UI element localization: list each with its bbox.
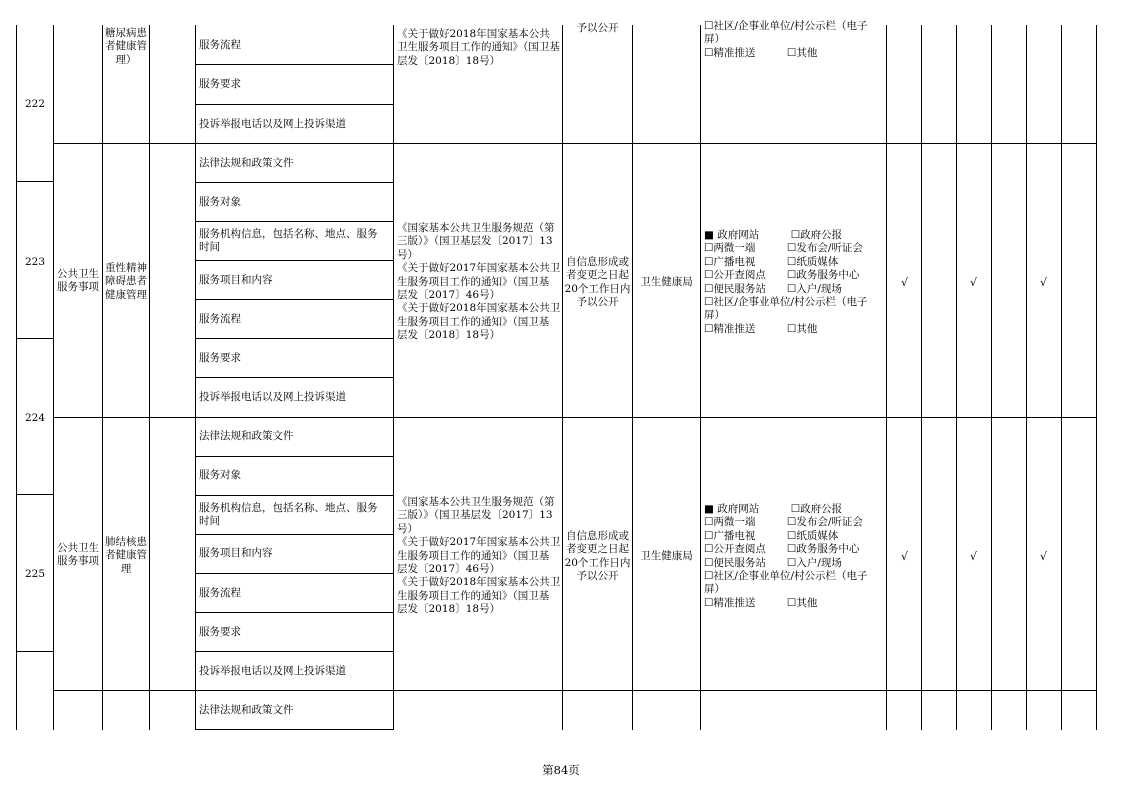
channels-cell: ■ 政府网站 ☐政府公报 ☐两微一端 ☐发布会/听证会 ☐广播电视 ☐纸质媒体 ☐公开查阅点 ☐政务服务中心 ☐便民服务站 ☐入户/现场 ☐社区/企事业单位/村公示栏（电子 屏） ☐精准推送 ☐其他 <box>704 229 868 335</box>
grid-line <box>195 338 393 339</box>
time-limit-cell: 予以公开 <box>576 22 619 34</box>
grid-line <box>886 25 887 730</box>
grid-line <box>195 534 393 535</box>
grid-line <box>1061 25 1062 730</box>
grid-line <box>53 417 1096 418</box>
grid-line <box>195 495 393 496</box>
content-cell: 服务机构信息，包括名称、地点、服务 时间 <box>199 502 378 528</box>
content-cell: 服务项目和内容 <box>199 274 273 286</box>
grid-line <box>53 690 1096 691</box>
content-cell: 投诉举报电话以及网上投诉渠道 <box>199 118 346 130</box>
category-cell: 公共卫生 服务事项 <box>57 542 99 568</box>
content-cell: 服务对象 <box>199 469 241 481</box>
grid-line <box>195 612 393 613</box>
basis-cell: 《国家基本公共卫生服务规范（第 三版）》（国卫基层发〔2017〕13 号） 《关于做好2017年国家基本公共卫 生服务项目工作的通知》（国卫基 层发〔2017〕46号） 《关于做好2018年国家基本公共卫 生服务项目工作的通知》（国卫基 层发〔2018〕18号） <box>397 222 561 342</box>
grid-line <box>562 25 563 730</box>
responsible-subject: 卫生健康局 <box>640 276 693 288</box>
grid-line <box>195 729 393 730</box>
grid-line <box>149 25 150 730</box>
grid-line <box>195 104 393 105</box>
grid-line <box>195 64 393 65</box>
check-mark: √ <box>1040 550 1048 563</box>
content-cell: 法律法规和政策文件 <box>199 157 294 169</box>
grid-line <box>102 25 103 730</box>
grid-line <box>393 25 394 730</box>
sequence-number: 222 <box>24 98 46 110</box>
content-cell: 服务机构信息，包括名称、地点、服务 时间 <box>199 228 378 254</box>
grid-line <box>700 25 701 730</box>
grid-line <box>632 25 633 730</box>
grid-line <box>195 651 393 652</box>
grid-line <box>195 456 393 457</box>
grid-line <box>991 25 992 730</box>
item-name: 重性精神 障碍患者 健康管理 <box>105 262 147 301</box>
content-cell: 服务要求 <box>199 626 241 638</box>
content-cell: 服务要求 <box>199 78 241 90</box>
grid-line <box>195 221 393 222</box>
grid-line <box>16 338 53 339</box>
content-cell: 服务流程 <box>199 39 241 51</box>
grid-line <box>195 573 393 574</box>
basis-cell: 《关于做好2018年国家基本公共 卫生服务项目工作的通知》（国卫基 层发〔2018〕18号） <box>397 28 560 67</box>
grid-line <box>195 182 393 183</box>
content-cell: 服务项目和内容 <box>199 547 273 559</box>
content-cell: 服务流程 <box>199 313 241 325</box>
grid-line <box>16 181 53 182</box>
channels-cell: ☐社区/企事业单位/村公示栏（电子 屏） ☐精准推送 ☐其他 <box>704 20 868 59</box>
check-mark: √ <box>970 276 978 289</box>
grid-line <box>1096 25 1097 730</box>
category-cell: 公共卫生 服务事项 <box>57 268 99 294</box>
page-number: 第84页 <box>542 763 580 777</box>
content-cell: 法律法规和政策文件 <box>199 430 294 442</box>
content-cell: 服务要求 <box>199 352 241 364</box>
time-limit-cell: 自信息形成或 者变更之日起 20个工作日内 予以公开 <box>564 530 631 583</box>
grid-line <box>921 25 922 730</box>
grid-line <box>195 377 393 378</box>
check-mark: √ <box>901 276 909 289</box>
grid-line <box>53 25 54 730</box>
grid-line <box>956 25 957 730</box>
grid-line <box>16 651 53 652</box>
content-cell: 投诉举报电话以及网上投诉渠道 <box>199 665 346 677</box>
responsible-subject: 卫生健康局 <box>640 550 693 562</box>
grid-line <box>195 260 393 261</box>
grid-line <box>1026 25 1027 730</box>
content-cell: 服务流程 <box>199 587 241 599</box>
item-name: 肺结核患 者健康管 理 <box>105 536 147 575</box>
time-limit-cell: 自信息形成或 者变更之日起 20个工作日内 予以公开 <box>564 256 631 309</box>
grid-line <box>195 299 393 300</box>
grid-line <box>53 143 1096 144</box>
sequence-number: 224 <box>24 412 46 424</box>
grid-line <box>16 25 17 730</box>
content-cell: 投诉举报电话以及网上投诉渠道 <box>199 391 346 403</box>
check-mark: √ <box>901 550 909 563</box>
check-mark: √ <box>1040 276 1048 289</box>
content-cell: 法律法规和政策文件 <box>199 704 294 716</box>
basis-cell: 《国家基本公共卫生服务规范（第 三版）》（国卫基层发〔2017〕13 号） 《关于做好2017年国家基本公共卫 生服务项目工作的通知》（国卫基 层发〔2017〕46号） 《关于做好2018年国家基本公共卫 生服务项目工作的通知》（国卫基 层发〔2018〕18号） <box>397 496 561 616</box>
grid-line <box>16 494 53 495</box>
item-name: 糖尿病患 者健康管 理） <box>105 27 147 66</box>
channels-cell: ■ 政府网站 ☐政府公报 ☐两微一端 ☐发布会/听证会 ☐广播电视 ☐纸质媒体 ☐公开查阅点 ☐政务服务中心 ☐便民服务站 ☐入户/现场 ☐社区/企事业单位/村公示栏（电子 屏） ☐精准推送 ☐其他 <box>704 503 868 609</box>
content-cell: 服务对象 <box>199 196 241 208</box>
sequence-number: 225 <box>24 568 46 580</box>
check-mark: √ <box>970 550 978 563</box>
sequence-number: 223 <box>24 256 46 268</box>
